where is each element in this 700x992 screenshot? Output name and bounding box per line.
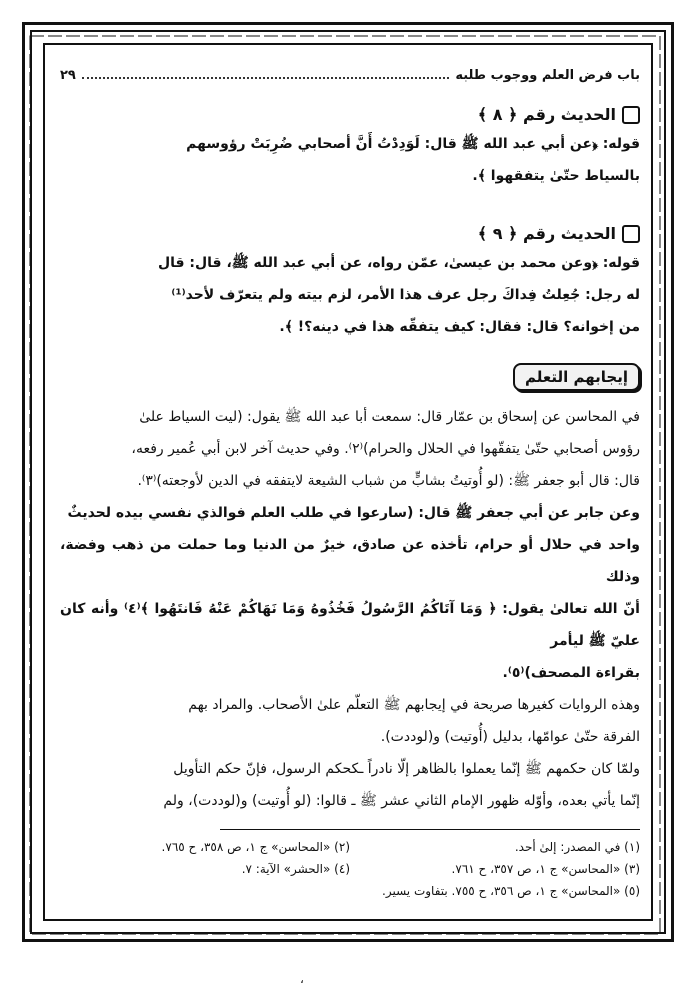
header-dots: [82, 77, 449, 79]
footnote-row: [60, 880, 640, 902]
text-line: قال: قال أبو جعفر ﷺ: (لو أُوتيتُ بشابٍّ من شباب الشيعة لايتفقه في الدين لأوجعته)⁽٣⁾.: [137, 473, 640, 489]
hadith-9-text: [60, 247, 640, 343]
footnote: (١) في المصدر: إلىٰ أحد.: [514, 840, 640, 854]
checkbox-icon: [622, 106, 640, 124]
text-line: قوله: ﴿وعن محمد بن عيسىٰ، عمّن رواه، عن أبي عبد الله ﷺ، قال: قال: [157, 255, 640, 271]
hadith-8-heading: [60, 105, 640, 124]
text-line: إنّما يأتي بعده، وأوّله ظهور الإمام الثاني عشر ﷺ ـ قالوا: (لو أُوتيت) و(لوددت)، ولم: [163, 793, 640, 809]
text-line: من إخوانه؟ قال: فقال: كيف يتفقّه هذا في دينه؟! ﴾.: [279, 319, 640, 335]
text-line: واحد في حلال أو حرام، تأخذه عن صادق، خيرٌ من الدنيا وما حملت من ذهب وفضة، وذلك: [60, 537, 640, 585]
text-line: له رجل: جُعِلتُ فِداكَ رجل عرف هذا الأمر، لزم بيته ولم يتعرّف لأحد⁽¹⁾: [171, 287, 640, 303]
body-text: [60, 401, 640, 817]
text-line: وعن جابر عن أبي جعفر ﷺ قال: (سارعوا في طلب العلم فوالذي نفسي بيده لحديثٌ: [67, 505, 640, 521]
footnote-separator: [220, 829, 640, 830]
text-line: وهذه الروايات كغيرها صريحة في إيجابهم ﷺ التعلّم علىٰ الأصحاب. والمراد بهم: [188, 697, 640, 713]
running-header: [60, 68, 640, 83]
text-line: بالسياط حتّىٰ يتفقهوا ﴾.: [472, 168, 640, 184]
footnote: (٢) «المحاسن» ج ١، ص ٣٥٨، ح ٧٦٥.: [161, 840, 350, 854]
text-line: رؤوس أصحابي حتّىٰ يتفقّهوا في الحلال والحرام)⁽٢⁾. وفي حديث آخر لابن أبي عُمير رفعه،: [131, 441, 640, 457]
header-title: باب فرض العلم ووجوب طلبه: [455, 68, 640, 83]
hadith-9-heading: [60, 224, 640, 243]
footnote: (٤) «الحشر» الآية: ٧.: [241, 862, 350, 876]
hadith-8-text: [60, 128, 640, 192]
text-line: في المحاسن عن إسحاق بن عمّار قال: سمعت أبا عبد الله ﷺ يقول: (ليت السياط علىٰ: [139, 409, 640, 425]
hadith-9-title: الحديث رقم ﴿ ٩ ﴾: [477, 224, 616, 243]
text-line: أنّ الله تعالىٰ يقول: ﴿ وَمَا آتَاكُمُ الرَّسُولُ فَخُذُوهُ وَمَا نَهَاكُمْ عَنْهُ فَانتَهُوا ﴾⁽٤⁾ وأنه كان عليّ ﷺ ليأمر: [60, 601, 640, 649]
footnote-row: [60, 858, 640, 880]
text-line: بقراءة المصحف)⁽٥⁾.: [502, 665, 640, 681]
footnote: (٣) «المحاسن» ج ١، ص ٣٥٧، ح ٧٦١.: [451, 862, 640, 876]
footnote-row: [60, 836, 640, 858]
checkbox-icon: [622, 225, 640, 243]
page-content: [60, 68, 640, 902]
footnote: (٥) «المحاسن» ج ١، ص ٣٥٦، ح ٧٥٥. بتفاوت يسير.: [382, 884, 640, 898]
section-heading-wrap: [60, 363, 640, 391]
text-line: قوله: ﴿عن أبي عبد الله ﷺ قال: لَوَدِدْتُ أَنَّ أصحابي ضُرِبَتْ رؤوسهم: [186, 136, 640, 152]
bottom-mark: ،: [300, 972, 304, 986]
page-number: ٢٩: [60, 68, 76, 83]
text-line: ولمّا كان حكمهم ﷺ إنّما يعملوا بالظاهر إلّا نادراً ـكحكم الرسول، فإنّ حكم التأويل: [173, 761, 640, 777]
hadith-8-title: الحديث رقم ﴿ ٨ ﴾: [477, 105, 616, 124]
section-heading: إيجابهم التعلم: [513, 363, 640, 391]
text-line: الفرقة حتّىٰ عوامّها، بدليل (أُوتيت) و(لوددت).: [380, 729, 640, 745]
footnotes: [60, 836, 640, 902]
